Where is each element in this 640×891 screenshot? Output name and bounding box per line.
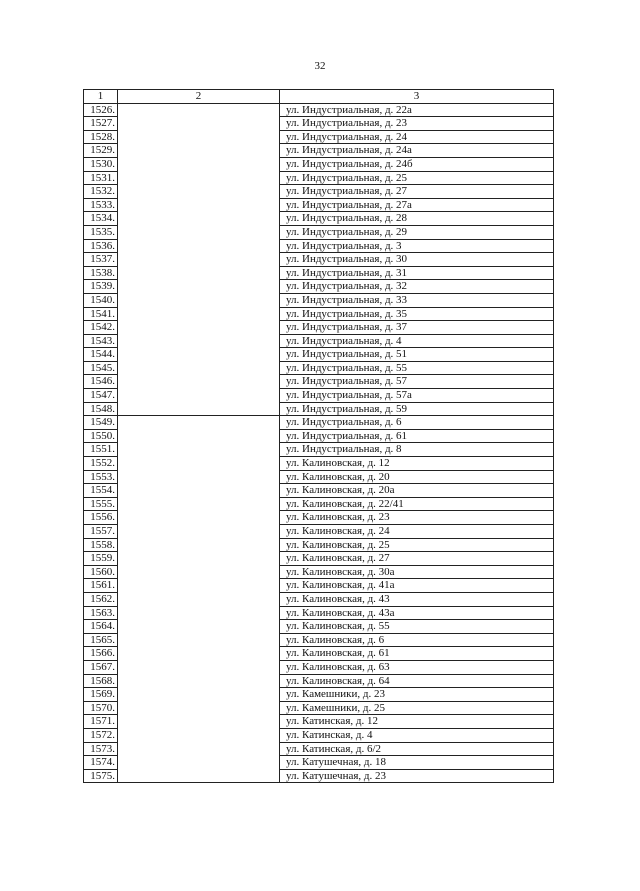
row-column-2 [118, 389, 280, 403]
row-address: ул. Индустриальная, д. 37 [280, 321, 554, 335]
row-column-2 [118, 470, 280, 484]
table-row [84, 511, 554, 525]
row-address: ул. Индустриальная, д. 24а [280, 144, 554, 158]
row-address: ул. Калиновская, д. 61 [280, 647, 554, 661]
row-address: ул. Индустриальная, д. 4 [280, 334, 554, 348]
column-header-3: 3 [280, 90, 554, 104]
row-column-2 [118, 538, 280, 552]
row-number: 1564. [84, 620, 118, 634]
row-address: ул. Индустриальная, д. 6 [280, 416, 554, 430]
table-row [84, 579, 554, 593]
row-address: ул. Камешники, д. 25 [280, 701, 554, 715]
table-row [84, 239, 554, 253]
row-address: ул. Индустриальная, д. 59 [280, 402, 554, 416]
row-number: 1542. [84, 321, 118, 335]
table-row [84, 565, 554, 579]
row-column-2 [118, 402, 280, 416]
row-column-2 [118, 620, 280, 634]
row-column-2 [118, 728, 280, 742]
table-row [84, 688, 554, 702]
table-row [84, 253, 554, 267]
row-column-2 [118, 633, 280, 647]
row-column-2 [118, 198, 280, 212]
table-row [84, 429, 554, 443]
table-row [84, 225, 554, 239]
row-column-2 [118, 334, 280, 348]
row-address: ул. Индустриальная, д. 28 [280, 212, 554, 226]
row-address: ул. Камешники, д. 23 [280, 688, 554, 702]
table-header-row [84, 90, 554, 104]
table-row [84, 470, 554, 484]
table-row [84, 198, 554, 212]
row-column-2 [118, 497, 280, 511]
row-number: 1571. [84, 715, 118, 729]
table-row [84, 321, 554, 335]
row-address: ул. Калиновская, д. 55 [280, 620, 554, 634]
row-address: ул. Индустриальная, д. 32 [280, 280, 554, 294]
table-row [84, 592, 554, 606]
row-number: 1539. [84, 280, 118, 294]
row-column-2 [118, 660, 280, 674]
table-row [84, 144, 554, 158]
table-row [84, 293, 554, 307]
row-column-2 [118, 647, 280, 661]
row-column-2 [118, 171, 280, 185]
row-column-2 [118, 103, 280, 117]
row-address: ул. Калиновская, д. 64 [280, 674, 554, 688]
row-column-2 [118, 742, 280, 756]
row-column-2 [118, 769, 280, 783]
row-number: 1548. [84, 402, 118, 416]
row-address: ул. Индустриальная, д. 51 [280, 348, 554, 362]
row-number: 1557. [84, 525, 118, 539]
row-column-2 [118, 552, 280, 566]
row-number: 1567. [84, 660, 118, 674]
row-address: ул. Калиновская, д. 43а [280, 606, 554, 620]
row-address: ул. Индустриальная, д. 57 [280, 375, 554, 389]
row-address: ул. Калиновская, д. 27 [280, 552, 554, 566]
table-row [84, 633, 554, 647]
row-address: ул. Индустриальная, д. 61 [280, 429, 554, 443]
row-address: ул. Калиновская, д. 12 [280, 457, 554, 471]
row-number: 1543. [84, 334, 118, 348]
row-address: ул. Индустриальная, д. 24б [280, 157, 554, 171]
row-column-2 [118, 253, 280, 267]
row-number: 1531. [84, 171, 118, 185]
table-row [84, 756, 554, 770]
row-column-2 [118, 375, 280, 389]
row-number: 1554. [84, 484, 118, 498]
column-header-1: 1 [84, 90, 118, 104]
row-number: 1546. [84, 375, 118, 389]
row-address: ул. Индустриальная, д. 23 [280, 117, 554, 131]
table-row [84, 606, 554, 620]
table-row [84, 620, 554, 634]
row-number: 1528. [84, 130, 118, 144]
row-number: 1527. [84, 117, 118, 131]
row-address: ул. Индустриальная, д. 31 [280, 266, 554, 280]
row-column-2 [118, 293, 280, 307]
row-number: 1565. [84, 633, 118, 647]
page-number: 32 [314, 60, 326, 72]
table-row [84, 742, 554, 756]
table-row [84, 457, 554, 471]
table-row [84, 443, 554, 457]
row-address: ул. Калиновская, д. 22/41 [280, 497, 554, 511]
row-column-2 [118, 688, 280, 702]
row-column-2 [118, 130, 280, 144]
row-address: ул. Индустриальная, д. 57а [280, 389, 554, 403]
row-number: 1573. [84, 742, 118, 756]
table-row [84, 402, 554, 416]
row-number: 1534. [84, 212, 118, 226]
row-number: 1536. [84, 239, 118, 253]
row-column-2 [118, 321, 280, 335]
row-number: 1575. [84, 769, 118, 783]
row-address: ул. Калиновская, д. 41а [280, 579, 554, 593]
row-column-2 [118, 144, 280, 158]
row-address: ул. Катушечная, д. 23 [280, 769, 554, 783]
row-number: 1552. [84, 457, 118, 471]
row-number: 1549. [84, 416, 118, 430]
table-row [84, 334, 554, 348]
row-column-2 [118, 212, 280, 226]
row-address: ул. Индустриальная, д. 22а [280, 103, 554, 117]
address-table [83, 89, 554, 783]
row-address: ул. Катинская, д. 4 [280, 728, 554, 742]
row-address: ул. Калиновская, д. 63 [280, 660, 554, 674]
row-number: 1550. [84, 429, 118, 443]
row-column-2 [118, 443, 280, 457]
row-number: 1556. [84, 511, 118, 525]
table-row [84, 375, 554, 389]
row-number: 1545. [84, 361, 118, 375]
table-row [84, 130, 554, 144]
row-column-2 [118, 674, 280, 688]
row-address: ул. Калиновская, д. 20 [280, 470, 554, 484]
row-address: ул. Калиновская, д. 6 [280, 633, 554, 647]
row-address: ул. Калиновская, д. 25 [280, 538, 554, 552]
table-row [84, 157, 554, 171]
row-number: 1569. [84, 688, 118, 702]
row-column-2 [118, 361, 280, 375]
row-number: 1526. [84, 103, 118, 117]
row-number: 1572. [84, 728, 118, 742]
row-number: 1538. [84, 266, 118, 280]
row-number: 1561. [84, 579, 118, 593]
row-column-2 [118, 307, 280, 321]
table-row [84, 389, 554, 403]
row-column-2 [118, 266, 280, 280]
row-column-2 [118, 117, 280, 131]
row-column-2 [118, 592, 280, 606]
row-number: 1540. [84, 293, 118, 307]
table-row [84, 497, 554, 511]
row-number: 1570. [84, 701, 118, 715]
row-column-2 [118, 701, 280, 715]
row-address: ул. Катушечная, д. 18 [280, 756, 554, 770]
table-row [84, 171, 554, 185]
row-address: ул. Индустриальная, д. 25 [280, 171, 554, 185]
row-column-2 [118, 606, 280, 620]
table-row [84, 538, 554, 552]
row-address: ул. Индустриальная, д. 33 [280, 293, 554, 307]
table-row [84, 416, 554, 430]
table-row [84, 185, 554, 199]
row-address: ул. Индустриальная, д. 24 [280, 130, 554, 144]
row-number: 1555. [84, 497, 118, 511]
row-address: ул. Калиновская, д. 23 [280, 511, 554, 525]
table-row [84, 307, 554, 321]
table-row [84, 484, 554, 498]
table-row [84, 103, 554, 117]
row-address: ул. Индустриальная, д. 8 [280, 443, 554, 457]
row-address: ул. Индустриальная, д. 35 [280, 307, 554, 321]
row-address: ул. Калиновская, д. 43 [280, 592, 554, 606]
row-number: 1574. [84, 756, 118, 770]
row-number: 1560. [84, 565, 118, 579]
row-column-2 [118, 185, 280, 199]
row-column-2 [118, 157, 280, 171]
table-row [84, 647, 554, 661]
row-column-2 [118, 484, 280, 498]
table-row [84, 715, 554, 729]
row-number: 1535. [84, 225, 118, 239]
row-number: 1541. [84, 307, 118, 321]
row-column-2 [118, 280, 280, 294]
table-row [84, 212, 554, 226]
row-number: 1530. [84, 157, 118, 171]
table-row [84, 348, 554, 362]
table-row [84, 728, 554, 742]
row-column-2 [118, 511, 280, 525]
row-address: ул. Индустриальная, д. 27 [280, 185, 554, 199]
table-row [84, 361, 554, 375]
table-row [84, 280, 554, 294]
row-column-2 [118, 239, 280, 253]
row-address: ул. Калиновская, д. 30а [280, 565, 554, 579]
table-row [84, 266, 554, 280]
row-address: ул. Калиновская, д. 20а [280, 484, 554, 498]
row-address: ул. Катинская, д. 12 [280, 715, 554, 729]
row-number: 1566. [84, 647, 118, 661]
row-column-2 [118, 715, 280, 729]
row-address: ул. Индустриальная, д. 29 [280, 225, 554, 239]
row-address: ул. Индустриальная, д. 55 [280, 361, 554, 375]
row-column-2 [118, 429, 280, 443]
row-address: ул. Индустриальная, д. 27а [280, 198, 554, 212]
table-row [84, 660, 554, 674]
row-column-2 [118, 416, 280, 430]
column-header-2: 2 [118, 90, 280, 104]
row-number: 1563. [84, 606, 118, 620]
row-number: 1533. [84, 198, 118, 212]
row-number: 1547. [84, 389, 118, 403]
table-row [84, 769, 554, 783]
table-row [84, 117, 554, 131]
row-column-2 [118, 579, 280, 593]
row-number: 1568. [84, 674, 118, 688]
row-column-2 [118, 565, 280, 579]
table-row [84, 525, 554, 539]
table-row [84, 552, 554, 566]
row-number: 1544. [84, 348, 118, 362]
table-row [84, 674, 554, 688]
row-column-2 [118, 225, 280, 239]
table-row [84, 701, 554, 715]
row-column-2 [118, 525, 280, 539]
row-number: 1537. [84, 253, 118, 267]
row-number: 1532. [84, 185, 118, 199]
row-address: ул. Катинская, д. 6/2 [280, 742, 554, 756]
row-column-2 [118, 348, 280, 362]
row-number: 1559. [84, 552, 118, 566]
row-number: 1553. [84, 470, 118, 484]
row-column-2 [118, 457, 280, 471]
row-address: ул. Индустриальная, д. 3 [280, 239, 554, 253]
row-address: ул. Индустриальная, д. 30 [280, 253, 554, 267]
row-column-2 [118, 756, 280, 770]
row-number: 1551. [84, 443, 118, 457]
row-address: ул. Калиновская, д. 24 [280, 525, 554, 539]
row-number: 1558. [84, 538, 118, 552]
row-number: 1562. [84, 592, 118, 606]
table-body [84, 103, 554, 783]
row-number: 1529. [84, 144, 118, 158]
